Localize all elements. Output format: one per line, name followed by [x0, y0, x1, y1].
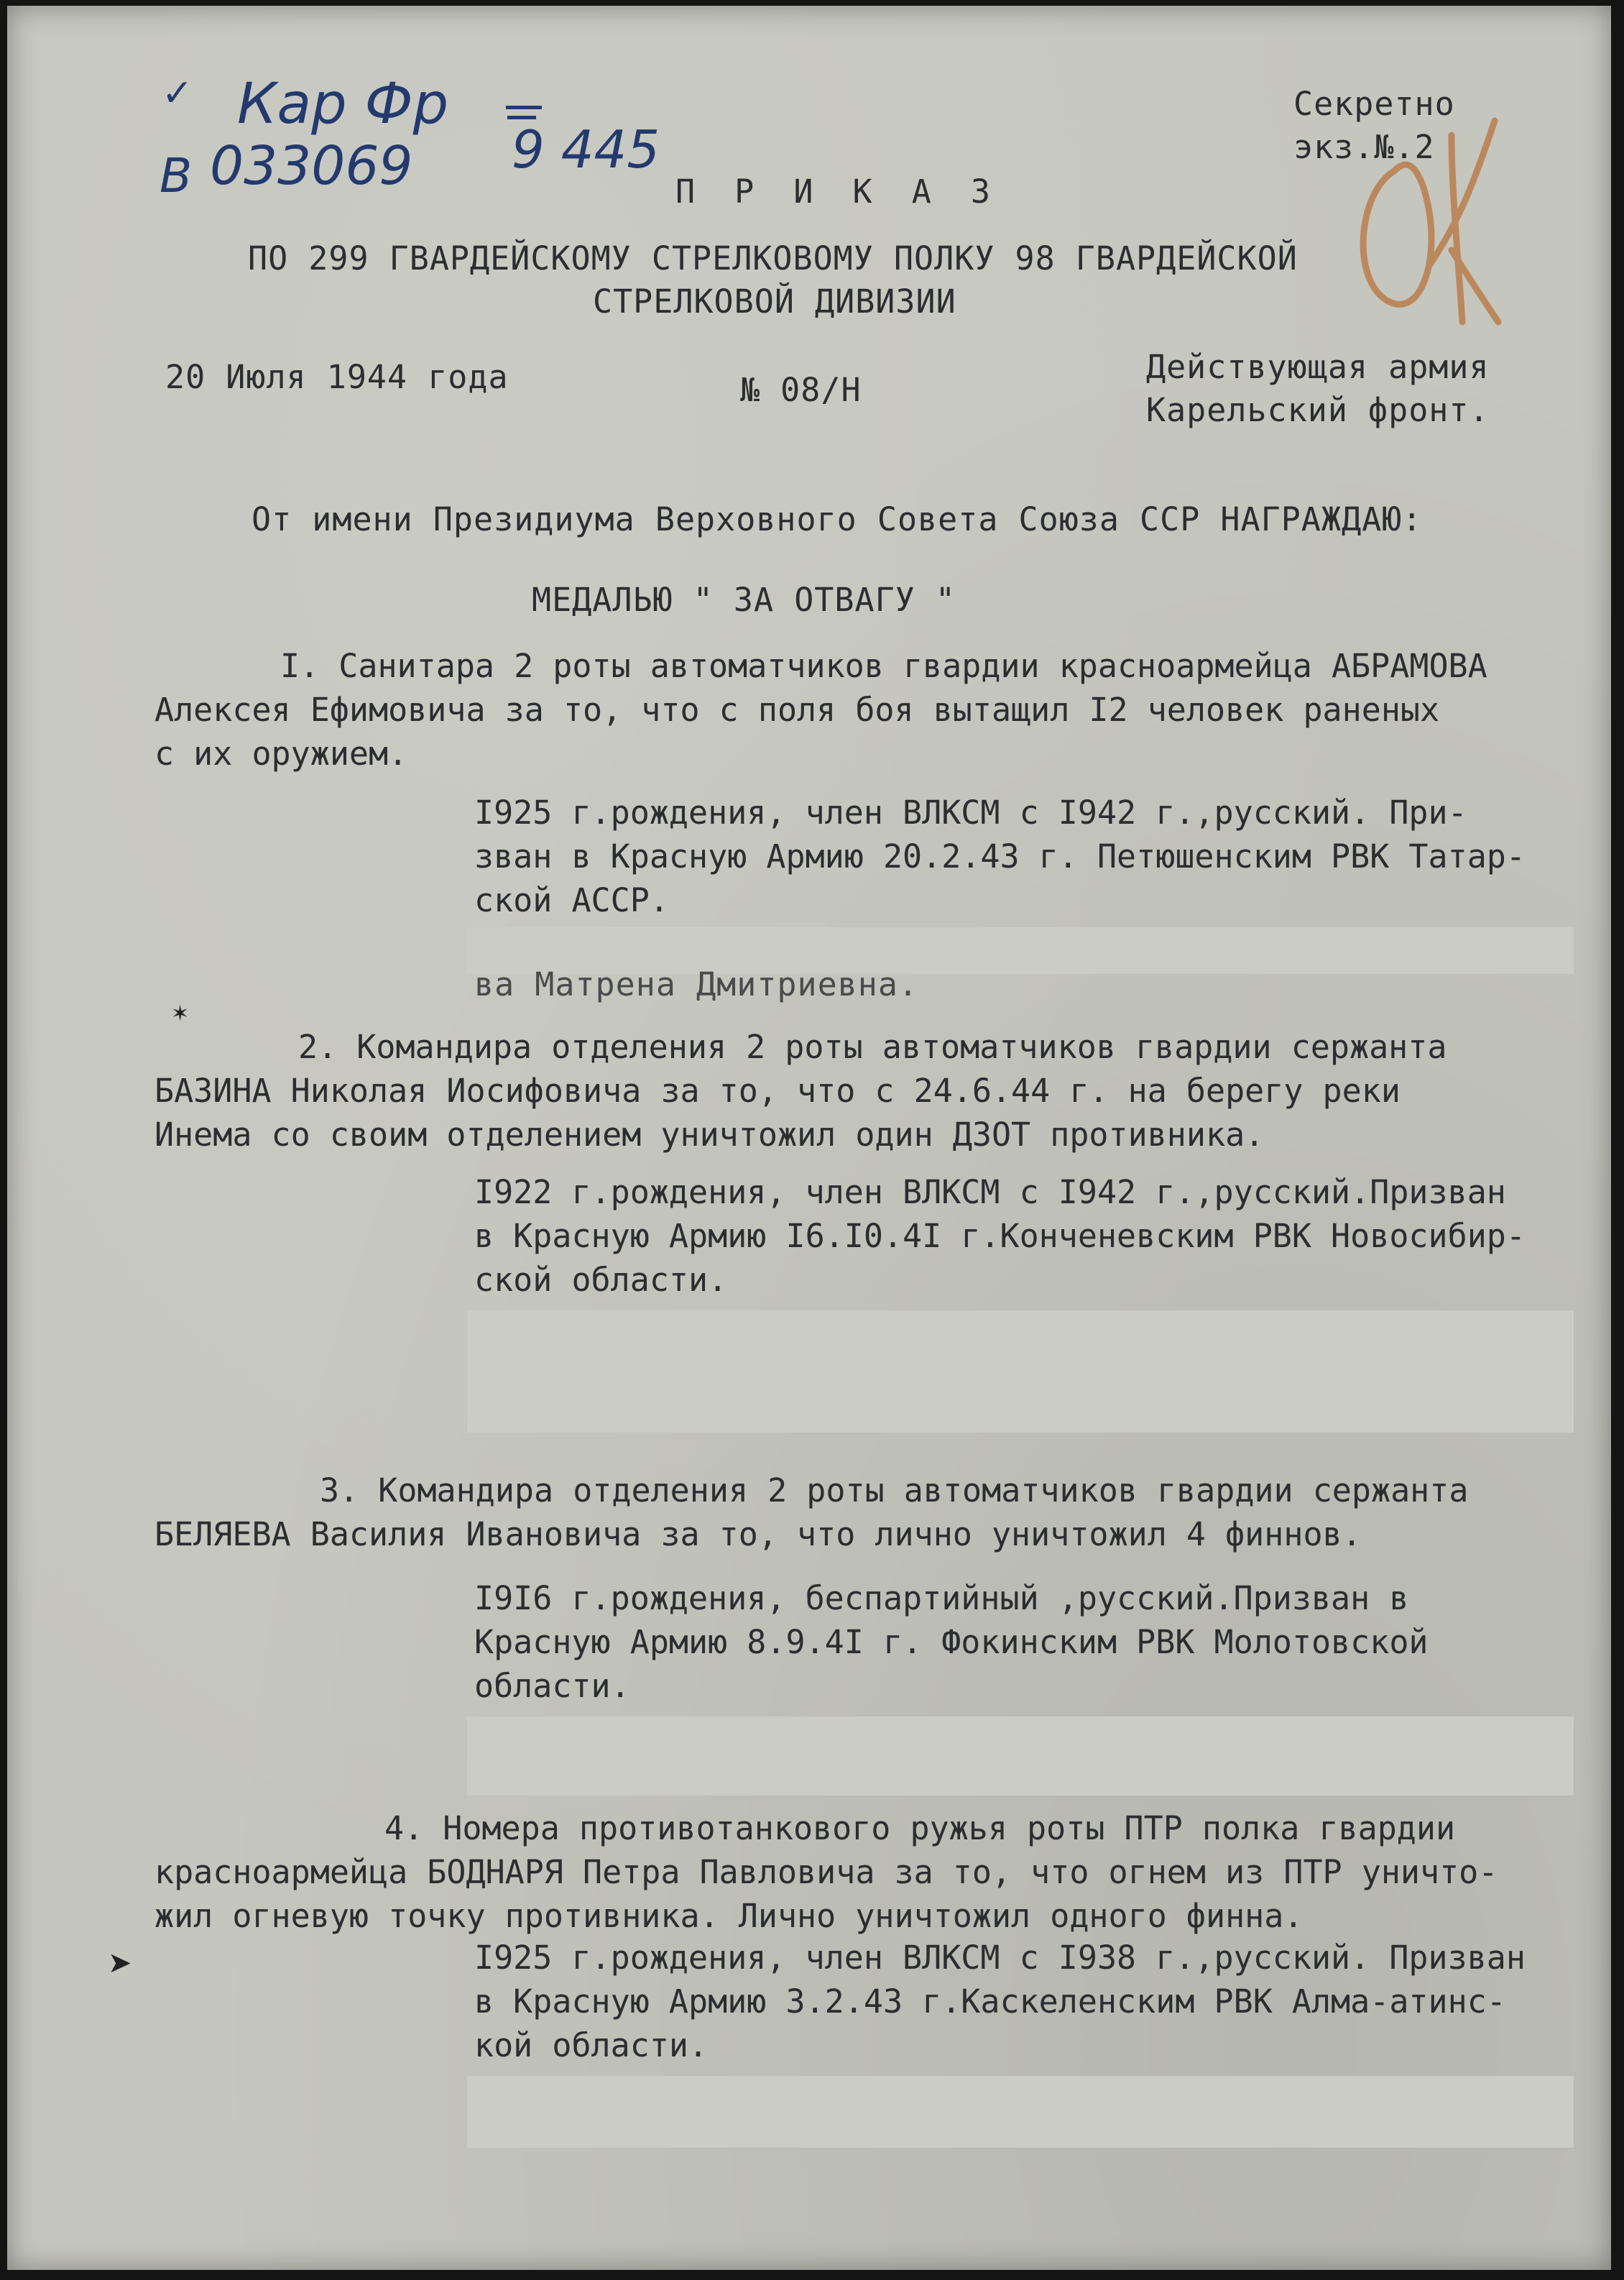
entry-3-bio-line: Красную Армию 8.9.4I г. Фокинским РВК Молотовской — [474, 1623, 1429, 1661]
stray-mark-icon: ➤ — [108, 1946, 132, 1980]
entry-4-bio — [474, 1936, 1526, 2067]
award-preamble: От имени Президиума Верховного Совета Союза ССР НАГРАЖДАЮ: — [252, 500, 1423, 538]
entry-4-citation — [154, 1806, 1498, 1938]
handwritten-dash — [506, 106, 542, 109]
entry-1-citation-line: с их оружием. — [154, 735, 408, 773]
entry-1-citation — [154, 644, 1487, 776]
entry-3-bio-line: I9I6 г.рождения, беспартийный ,русский.Призван в — [474, 1579, 1409, 1617]
unit-name-line1: ПО 299 ГВАРДЕЙСКОМУ СТРЕЛКОВОМУ ПОЛКУ 98 ГВАРДЕЙСКОЙ — [248, 239, 1298, 277]
handwritten-archive-prefix: В — [160, 148, 193, 203]
copy-number: экз.№.2 — [1293, 128, 1435, 166]
secrecy-label: Секретно — [1293, 85, 1455, 123]
army-line2: Карельский фронт. — [1146, 391, 1490, 429]
redaction-block — [467, 1716, 1574, 1796]
handwritten-overline — [507, 116, 536, 119]
document-title: П Р И К А З — [675, 173, 1001, 211]
handwritten-ok-scribble — [1344, 106, 1502, 336]
entry-1-citation-line: Алексея Ефимовича за то, что с поля боя вытащил I2 человек раненых — [154, 691, 1440, 729]
entry-4-citation-line: красноармейца БОДНАРЯ Петра Павловича за то, что огнем из ПТР уничто- — [154, 1853, 1498, 1891]
document-page — [7, 6, 1611, 2270]
entry-1-extra-line: ва Матрена Дмитриевна. — [474, 965, 919, 1003]
entry-1-citation-line: I. Санитара 2 роты автоматчиков гвардии красноармейца АБРАМОВА — [280, 647, 1487, 685]
award-title: МЕДАЛЬЮ " ЗА ОТВАГУ " — [532, 581, 956, 619]
handwritten-archive-sheet: 9 445 — [512, 119, 660, 180]
handwritten-note-front: Кар Фр — [237, 72, 449, 137]
entry-3-bio-line: области. — [474, 1667, 630, 1705]
entry-2-citation-line: Инема со своим отделением уничтожил один ДЗОТ противника. — [154, 1116, 1265, 1154]
entry-4-bio-line: I925 г.рождения, член ВЛКСМ с I938 г.,русский. Призван — [474, 1939, 1526, 1977]
entry-2-bio-line: I922 г.рождения, член ВЛКСМ с I942 г.,русский.Призван — [474, 1173, 1506, 1211]
redaction-block — [467, 2076, 1574, 2148]
entry-1-bio — [474, 791, 1526, 922]
entry-2-citation — [154, 1025, 1447, 1157]
entry-3-bio — [474, 1576, 1429, 1708]
entry-2-citation-line: 2. Командира отделения 2 роты автоматчиков гвардии сержанта — [298, 1028, 1447, 1066]
order-number: № 08/Н — [740, 371, 862, 409]
entry-4-citation-line: 4. Номера противотанкового ружья роты ПТР полка гвардии — [384, 1809, 1456, 1847]
entry-4-citation-line: жил огневую точку противника. Лично уничтожил одного финна. — [154, 1897, 1304, 1935]
entry-1-bio-line: зван в Красную Армию 20.2.43 г. Петюшенским РВК Татар- — [474, 837, 1526, 875]
stray-mark-icon: ✶ — [171, 1001, 190, 1026]
entry-1-bio-line: ской АССР. — [474, 881, 669, 919]
entry-3-citation-line: БЕЛЯЕВА Василия Ивановича за то, что лично уничтожил 4 финнов. — [154, 1515, 1362, 1553]
entry-2-bio-line: ской области. — [474, 1261, 728, 1299]
entry-4-bio-line: кой области. — [474, 2026, 709, 2064]
entry-3-citation — [154, 1468, 1468, 1556]
order-date: 20 Июля 1944 года — [165, 358, 509, 396]
entry-3-citation-line: 3. Командира отделения 2 роты автоматчиков гвардии сержанта — [320, 1471, 1469, 1509]
entry-4-bio-line: в Красную Армию 3.2.43 г.Каскеленским РВК Алма-атинс- — [474, 1982, 1506, 2021]
unit-name-line2: СТРЕЛКОВОЙ ДИВИЗИИ — [593, 282, 956, 321]
army-line1: Действующая армия — [1146, 348, 1490, 386]
redaction-block — [467, 1310, 1574, 1433]
entry-2-bio — [474, 1170, 1526, 1302]
entry-2-bio-line: в Красную Армию I6.I0.4I г.Конченевским РВК Новосибир- — [474, 1217, 1526, 1255]
entry-2-citation-line: БАЗИНА Николая Иосифовича за то, что с 24.6.44 г. на берегу реки — [154, 1072, 1401, 1110]
handwritten-archive-number: 033069 — [210, 135, 413, 197]
entry-1-bio-line: I925 г.рождения, член ВЛКСМ с I942 г.,русский. При- — [474, 794, 1467, 832]
checkmark-icon: ✓ — [162, 72, 193, 115]
